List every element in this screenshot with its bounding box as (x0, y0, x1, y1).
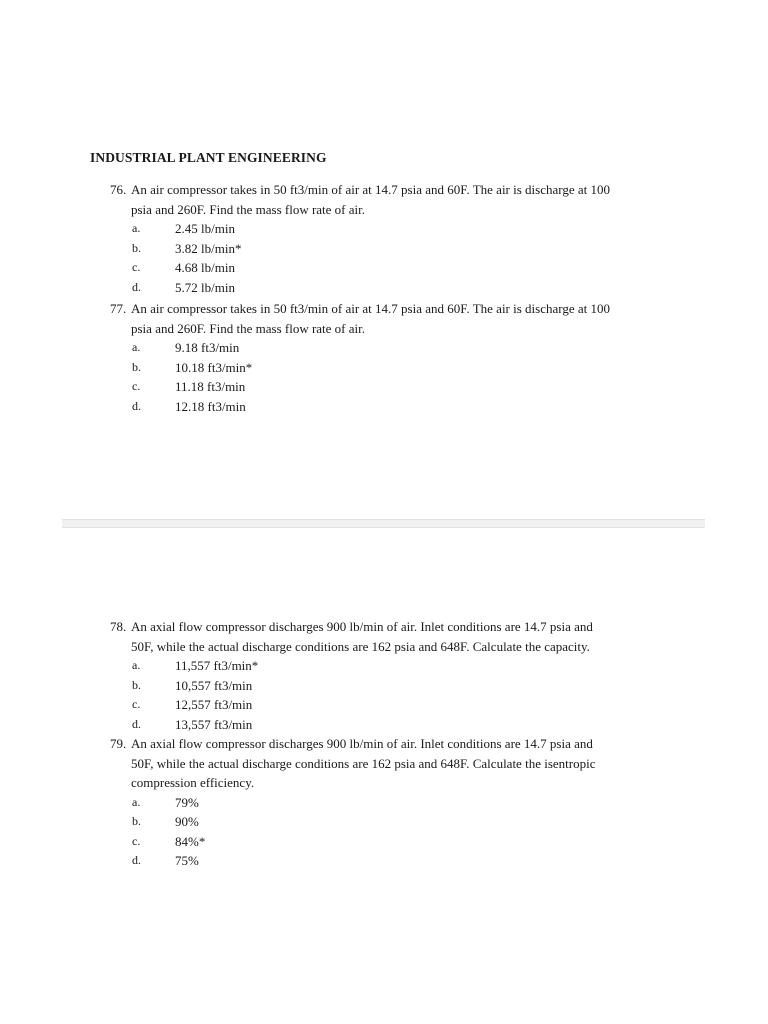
option-letter: c. (132, 833, 141, 848)
answer-option (110, 793, 690, 813)
option-letter: c. (132, 379, 141, 393)
question-number: 77. (110, 301, 127, 316)
option-text: 75% (175, 853, 199, 868)
option-letter: a. (132, 658, 141, 672)
option-text: 2.45 lb/min (175, 221, 235, 236)
question-stem-line: An air compressor takes in 50 ft3/min of air at 14.7 psia and 60F. The air is discharge at 100 (131, 182, 611, 197)
answer-option (110, 656, 690, 676)
option-text: 90% (175, 814, 199, 829)
question-stem-line: 50F, while the actual discharge conditions are 162 psia and 648F. Calculate the capacity. (131, 638, 590, 654)
answer-option (110, 377, 690, 397)
option-text: 11,557 ft3/min* (175, 658, 259, 673)
option-text: 12,557 ft3/min (175, 697, 253, 712)
question-number: 78. (110, 619, 127, 634)
answer-option (110, 812, 690, 832)
page-separator (62, 519, 705, 528)
answer-option (110, 278, 690, 298)
question-77 (110, 299, 690, 416)
answer-option (110, 397, 690, 417)
option-letter: b. (132, 359, 141, 374)
answer-options (110, 219, 690, 297)
answer-option (110, 358, 690, 378)
option-letter: d. (132, 279, 141, 294)
question-stem-line: An air compressor takes in 50 ft3/min of air at 14.7 psia and 60F. The air is discharge at 100 (131, 301, 611, 316)
option-letter: a. (132, 221, 141, 235)
question-stem-line: An axial flow compressor discharges 900 lb/min of air. Inlet conditions are 14.7 psia and (131, 736, 593, 751)
option-letter: c. (132, 697, 141, 711)
answer-option (110, 695, 690, 715)
option-text: 4.68 lb/min (175, 260, 235, 275)
option-letter: b. (132, 240, 141, 255)
option-letter: c. (132, 260, 141, 274)
option-letter: d. (132, 716, 141, 731)
question-stem (110, 734, 690, 793)
question-stem-line: compression efficiency. (131, 775, 255, 790)
option-letter: d. (132, 398, 141, 413)
question-stem-line: 50F, while the actual discharge conditions are 162 psia and 648F. Calculate the isentropic (131, 755, 596, 771)
answer-options (110, 656, 690, 734)
document-page-2 (0, 528, 768, 1024)
option-letter: b. (132, 814, 141, 828)
option-letter: d. (132, 853, 141, 867)
option-text: 13,557 ft3/min (175, 716, 253, 732)
option-text: 79% (175, 794, 199, 810)
option-letter: b. (132, 677, 141, 692)
question-79 (110, 734, 690, 871)
question-stem-line: psia and 260F. Find the mass flow rate of air. (131, 201, 366, 217)
answer-option (110, 338, 690, 358)
question-78 (110, 617, 690, 734)
option-text: 84%* (175, 833, 206, 849)
option-text: 11.18 ft3/min (175, 379, 246, 394)
option-text: 12.18 ft3/min (175, 398, 246, 414)
option-text: 10.18 ft3/min* (175, 359, 253, 375)
answer-option (110, 676, 690, 696)
answer-option (110, 258, 690, 278)
question-stem (110, 299, 690, 338)
question-stem (110, 180, 690, 219)
answer-option (110, 851, 690, 871)
question-number: 76. (110, 182, 127, 197)
option-text: 3.82 lb/min* (175, 240, 242, 256)
answer-option (110, 239, 690, 259)
option-text: 9.18 ft3/min (175, 340, 240, 355)
option-text: 10,557 ft3/min (175, 677, 253, 693)
answer-options (110, 793, 690, 871)
answer-option (110, 715, 690, 735)
answer-option (110, 832, 690, 852)
question-stem (110, 617, 690, 656)
document-title: INDUSTRIAL PLANT ENGINEERING (90, 150, 327, 165)
question-76 (110, 180, 690, 297)
answer-options (110, 338, 690, 416)
option-letter: a. (132, 794, 141, 809)
question-number: 79. (110, 736, 127, 751)
question-stem-line: An axial flow compressor discharges 900 lb/min of air. Inlet conditions are 14.7 psia and (131, 619, 593, 634)
option-text: 5.72 lb/min (175, 279, 235, 295)
option-letter: a. (132, 340, 141, 354)
question-stem-line: psia and 260F. Find the mass flow rate of air. (131, 320, 366, 336)
answer-option (110, 219, 690, 239)
